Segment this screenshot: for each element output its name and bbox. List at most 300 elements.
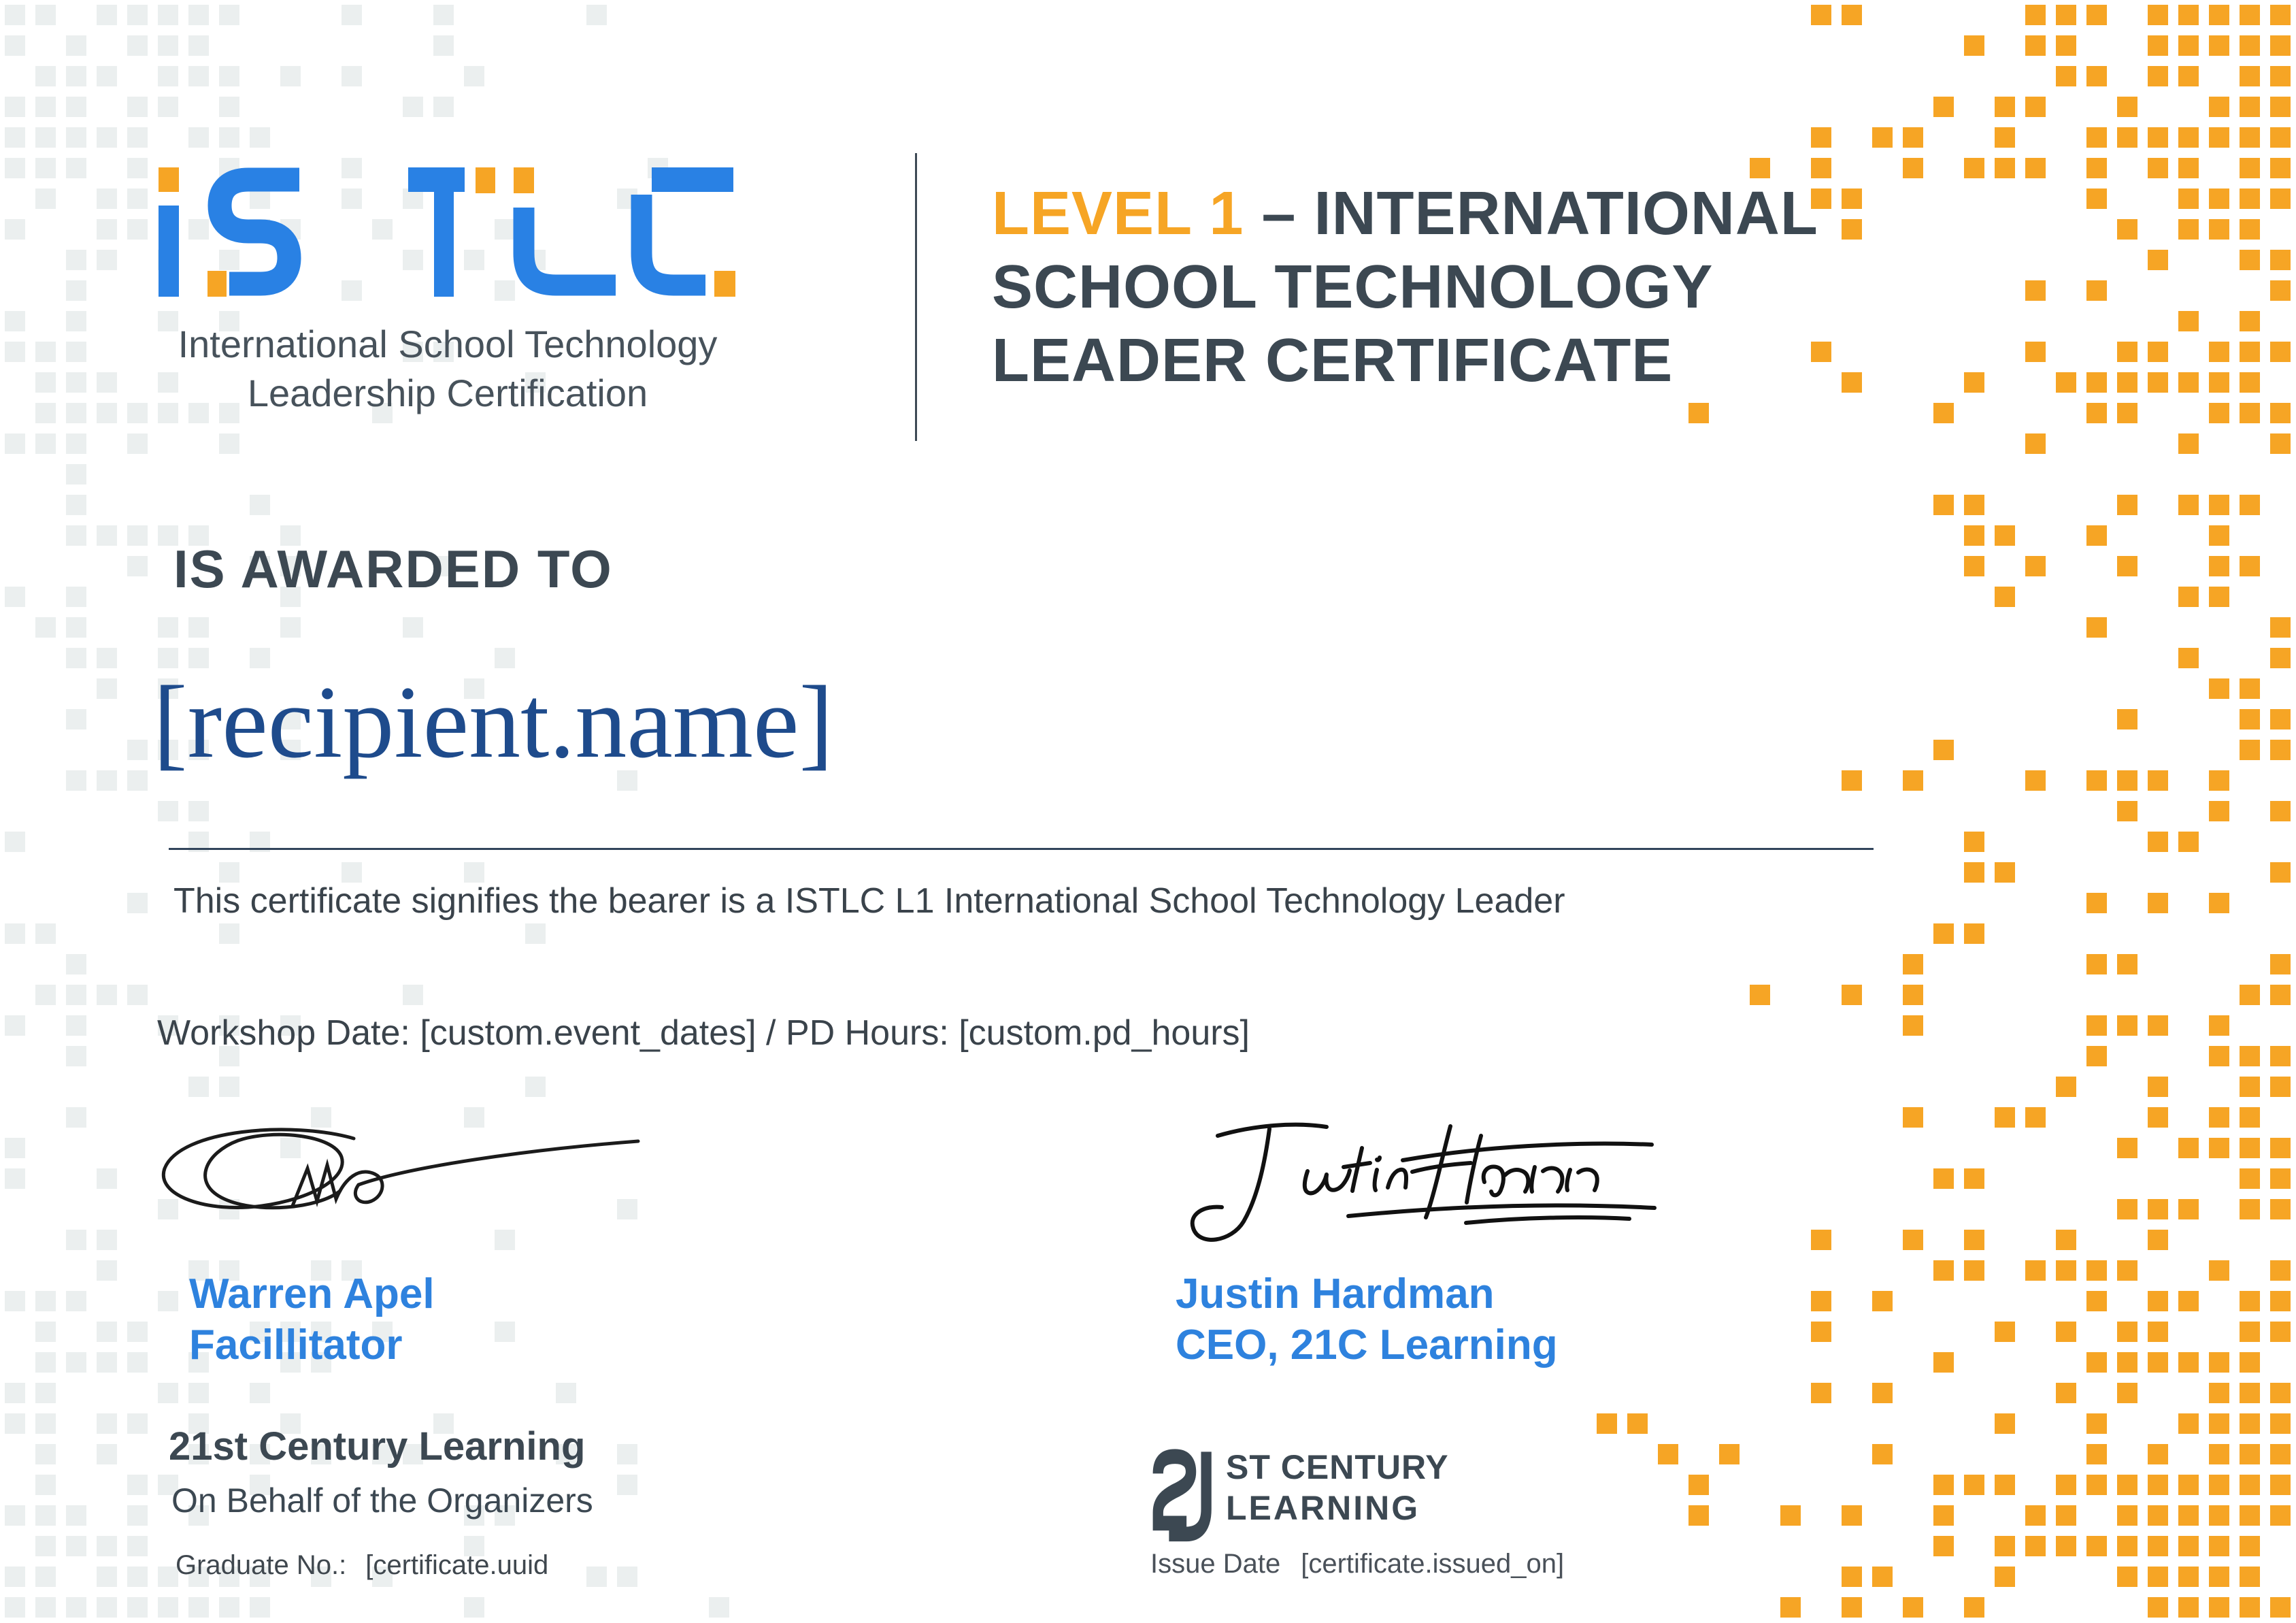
pixel-square	[2240, 342, 2260, 362]
pixel-square	[5, 219, 25, 240]
pixel-square	[2270, 1168, 2291, 1189]
pixel-square	[1688, 403, 1709, 423]
pixel-square	[1933, 1505, 1954, 1526]
pixel-square	[66, 617, 86, 638]
pixel-square	[2086, 1352, 2107, 1373]
pixel-square	[2240, 1046, 2260, 1066]
issue-date-label: Issue Date	[1150, 1549, 1281, 1579]
pixel-square	[66, 709, 86, 729]
pixel-square	[1933, 1260, 1954, 1281]
pixel-square	[2025, 770, 2046, 791]
21c-logo-text	[1226, 1447, 1449, 1528]
pixel-square	[127, 219, 148, 240]
pixel-square	[2148, 832, 2168, 852]
pixel-square	[5, 35, 25, 56]
pixel-square	[66, 66, 86, 86]
pixel-square	[66, 1015, 86, 1036]
pixel-square	[2148, 1322, 2168, 1342]
pixel-square	[2240, 372, 2260, 393]
pixel-square	[2209, 35, 2229, 56]
pixel-square	[2025, 1505, 2046, 1526]
pixel-square	[97, 5, 117, 25]
pixel-square	[2270, 648, 2291, 668]
pixel-square	[2148, 1107, 2168, 1128]
pixel-square	[35, 1475, 56, 1495]
pixel-square	[1933, 923, 1954, 944]
pixel-square	[66, 127, 86, 148]
pixel-square	[5, 1597, 25, 1618]
pixel-square	[2178, 1567, 2199, 1587]
pixel-square	[66, 464, 86, 485]
pixel-square	[2240, 127, 2260, 148]
pixel-square	[2117, 954, 2137, 974]
pixel-square	[2178, 5, 2199, 25]
pixel-square	[5, 433, 25, 454]
pixel-square	[2117, 709, 2137, 729]
pixel-square	[5, 1567, 25, 1587]
pixel-square	[2240, 1444, 2260, 1464]
pixel-square	[1995, 525, 2015, 546]
pixel-square	[2209, 1475, 2229, 1495]
pixel-square	[2240, 1475, 2260, 1495]
pixel-square	[66, 97, 86, 117]
pixel-square	[2086, 1260, 2107, 1281]
pixel-square	[127, 1567, 148, 1587]
pixel-square	[2240, 1107, 2260, 1128]
pixel-square	[709, 1597, 729, 1618]
pixel-square	[35, 1291, 56, 1311]
21c-logo-line1: ST CENTURY	[1226, 1448, 1449, 1486]
pixel-square	[433, 5, 454, 25]
pixel-square	[2240, 5, 2260, 25]
pixel-square	[66, 1107, 86, 1128]
pixel-square	[35, 97, 56, 117]
pixel-square	[127, 127, 148, 148]
pixel-square	[66, 433, 86, 454]
pixel-square	[127, 1413, 148, 1434]
pixel-square	[556, 1383, 576, 1403]
pixel-square	[280, 617, 301, 638]
pixel-square	[1933, 1475, 1954, 1495]
pixel-square	[1964, 862, 1984, 883]
pixel-square	[2086, 1015, 2107, 1036]
pixel-square	[188, 127, 209, 148]
pixel-square	[2240, 709, 2260, 729]
pixel-square	[1811, 1383, 1831, 1403]
pixel-square	[127, 158, 148, 178]
pixel-square	[66, 158, 86, 178]
pixel-square	[2270, 342, 2291, 362]
pixel-square	[5, 1168, 25, 1189]
pixel-square	[2117, 342, 2137, 362]
pixel-square	[1964, 923, 1984, 944]
pixel-square	[2117, 495, 2137, 515]
signatory-right-role: CEO, 21C Learning	[1176, 1322, 1558, 1368]
pixel-square	[2209, 188, 2229, 209]
pixel-square	[127, 556, 148, 576]
pixel-square	[2086, 1046, 2107, 1066]
pixel-square	[1872, 1291, 1893, 1311]
pixel-square	[2178, 311, 2199, 331]
pixel-square	[2117, 556, 2137, 576]
pixel-square	[127, 770, 148, 791]
pixel-square	[2240, 495, 2260, 515]
pixel-square	[188, 1597, 209, 1618]
pixel-square	[2270, 35, 2291, 56]
pixel-square	[1688, 1475, 1709, 1495]
pixel-square	[2178, 35, 2199, 56]
pixel-square	[5, 158, 25, 178]
workshop-details: Workshop Date: [custom.event_dates] / PD Hours: [custom.pd_hours]	[157, 1013, 1250, 1053]
pixel-square	[2209, 1567, 2229, 1587]
pixel-square	[2148, 1567, 2168, 1587]
pixel-square	[2148, 1199, 2168, 1219]
pixel-square	[2148, 1230, 2168, 1250]
pixel-square	[188, 1077, 209, 1097]
pixel-square	[1933, 1536, 1954, 1556]
pixel-square	[2240, 1322, 2260, 1342]
pixel-square	[66, 1352, 86, 1373]
brand-subtitle-line2: Leadership Certification	[247, 372, 648, 414]
pixel-square	[2270, 66, 2291, 86]
pixel-square	[464, 66, 484, 86]
pixel-square	[1811, 127, 1831, 148]
pixel-square	[1964, 525, 1984, 546]
pixel-square	[5, 127, 25, 148]
pixel-square	[1842, 372, 1862, 393]
pixel-square	[1964, 1230, 1984, 1250]
pixel-square	[2270, 280, 2291, 301]
pixel-square	[2178, 1291, 2199, 1311]
pixel-square	[403, 985, 423, 1005]
pixel-square	[2240, 1291, 2260, 1311]
pixel-square	[2178, 188, 2199, 209]
recipient-name: [recipient.name]	[153, 665, 834, 779]
pixel-square	[2209, 219, 2229, 240]
pixel-square	[188, 1383, 209, 1403]
pixel-square	[2117, 219, 2137, 240]
pixel-square	[2178, 495, 2199, 515]
pixel-square	[97, 1536, 117, 1556]
pixel-square	[127, 1597, 148, 1618]
pixel-square	[250, 1383, 270, 1403]
pixel-square	[1964, 1597, 1984, 1618]
pixel-square	[2240, 311, 2260, 331]
pixel-square	[1842, 1567, 1862, 1587]
pixel-square	[2178, 1352, 2199, 1373]
pixel-square	[5, 1383, 25, 1403]
pixel-square	[525, 1077, 546, 1097]
pixel-square	[2209, 1536, 2229, 1556]
pixel-square	[1903, 1015, 1923, 1036]
pixel-square	[35, 127, 56, 148]
pixel-square	[250, 495, 270, 515]
pixel-square	[2117, 1352, 2137, 1373]
pixel-square	[97, 1168, 117, 1189]
pixel-square	[2086, 372, 2107, 393]
pixel-square	[1903, 1107, 1923, 1128]
pixel-square	[66, 587, 86, 607]
pixel-square	[2086, 1444, 2107, 1464]
pixel-square	[2056, 1322, 2076, 1342]
pixel-square	[1933, 97, 1954, 117]
pixel-square	[97, 1413, 117, 1434]
pixel-square	[2240, 1138, 2260, 1158]
pixel-square	[617, 1444, 637, 1464]
pixel-square	[2117, 1475, 2137, 1495]
pixel-square	[2270, 740, 2291, 760]
pixel-square	[2025, 1107, 2046, 1128]
pixel-square	[5, 97, 25, 117]
pixel-square	[66, 1597, 86, 1618]
pixel-square	[2025, 556, 2046, 576]
pixel-square	[250, 127, 270, 148]
pixel-square	[2270, 1413, 2291, 1434]
pixel-square	[1995, 97, 2015, 117]
pixel-square	[2086, 954, 2107, 974]
pixel-square	[158, 801, 178, 821]
pixel-square	[2209, 587, 2229, 607]
pixel-square	[1750, 158, 1770, 178]
pixel-square	[2056, 1536, 2076, 1556]
pixel-square	[2240, 1077, 2260, 1097]
pixel-square	[2056, 1475, 2076, 1495]
pixel-square	[35, 1413, 56, 1434]
pixel-square	[2086, 188, 2107, 209]
pixel-square	[66, 495, 86, 515]
pixel-square	[2056, 1077, 2076, 1097]
pixel-square	[97, 250, 117, 270]
pixel-square	[1750, 985, 1770, 1005]
pixel-square	[2056, 1505, 2076, 1526]
pixel-square	[2178, 648, 2199, 668]
pixel-square	[2025, 433, 2046, 454]
pixel-square	[2056, 372, 2076, 393]
pixel-square	[2117, 1260, 2137, 1281]
pixel-square	[2270, 1046, 2291, 1066]
pixel-square	[1658, 1444, 1678, 1464]
pixel-square	[2240, 158, 2260, 178]
pixel-square	[2056, 1383, 2076, 1403]
pixel-square	[5, 1138, 25, 1158]
pixel-square	[586, 1567, 607, 1587]
pixel-square	[1842, 219, 1862, 240]
pixel-square	[219, 923, 239, 944]
pixel-square	[127, 5, 148, 25]
pixel-square	[1842, 770, 1862, 791]
recipient-underline	[169, 848, 1874, 850]
pixel-square	[2148, 1077, 2168, 1097]
pixel-square	[1688, 1505, 1709, 1526]
pixel-square	[158, 1383, 178, 1403]
21c-learning-logo	[1150, 1444, 1449, 1543]
pixel-square	[219, 1597, 239, 1618]
pixel-square	[2178, 158, 2199, 178]
pixel-square	[188, 801, 209, 821]
issue-date-line	[1150, 1549, 1564, 1579]
pixel-square	[2209, 1138, 2229, 1158]
pixel-square	[2025, 5, 2046, 25]
pixel-square	[2240, 403, 2260, 423]
pixel-square	[1811, 1230, 1831, 1250]
graduate-number-label: Graduate No.:	[176, 1550, 347, 1580]
pixel-square	[219, 862, 239, 883]
pixel-square	[2117, 801, 2137, 821]
pixel-square	[2209, 1383, 2229, 1403]
pixel-square	[188, 35, 209, 56]
pixel-square	[1903, 954, 1923, 974]
pixel-square	[2178, 832, 2199, 852]
pixel-square	[2240, 678, 2260, 699]
pixel-square	[2117, 1383, 2137, 1403]
21c-logo-mark-icon	[1150, 1444, 1215, 1543]
pixel-square	[2117, 372, 2137, 393]
pixel-square	[127, 35, 148, 56]
pixel-square	[5, 311, 25, 331]
pixel-square	[2270, 5, 2291, 25]
pixel-square	[2240, 556, 2260, 576]
pixel-square	[1964, 1168, 1984, 1189]
pixel-square	[2025, 1536, 2046, 1556]
pixel-square	[1995, 1107, 2015, 1128]
pixel-square	[2209, 801, 2229, 821]
pixel-square	[2270, 1505, 2291, 1526]
pixel-square	[2148, 1475, 2168, 1495]
pixel-square	[1903, 127, 1923, 148]
pixel-square	[158, 1597, 178, 1618]
pixel-square	[2178, 1536, 2199, 1556]
pixel-square	[1964, 158, 1984, 178]
pixel-square	[2240, 219, 2260, 240]
pixel-square	[1964, 372, 1984, 393]
pixel-square	[1872, 1383, 1893, 1403]
pixel-square	[2117, 770, 2137, 791]
pixel-square	[2056, 35, 2076, 56]
signatory-right-name: Justin Hardman	[1176, 1270, 1495, 1317]
pixel-square	[35, 1567, 56, 1587]
signatory-left-name: Warren Apel	[189, 1270, 435, 1317]
pixel-square	[2209, 525, 2229, 546]
pixel-square	[2209, 372, 2229, 393]
pixel-square	[66, 250, 86, 270]
ceo-signature-icon	[1136, 1106, 1667, 1252]
pixel-square	[219, 97, 239, 117]
pixel-square	[1933, 495, 1954, 515]
pixel-square	[2117, 97, 2137, 117]
pixel-square	[97, 127, 117, 148]
pixel-square	[2240, 1352, 2260, 1373]
pixel-square	[66, 770, 86, 791]
pixel-square	[1811, 5, 1831, 25]
pixel-square	[403, 97, 423, 117]
title-rest: – INTERNATIONAL SCHOOL TECHNOLOGY LEADER CERTIFICATE	[992, 180, 1818, 395]
pixel-square	[1995, 1475, 2015, 1495]
pixel-square	[2117, 1505, 2137, 1526]
pixel-square	[2178, 1199, 2199, 1219]
pixel-square	[617, 1567, 637, 1587]
pixel-square	[464, 862, 484, 883]
pixel-square	[1811, 1322, 1831, 1342]
pixel-square	[2025, 97, 2046, 117]
pixel-square	[35, 188, 56, 209]
pixel-square	[2209, 342, 2229, 362]
pixel-square	[2240, 35, 2260, 56]
pixel-square	[35, 1383, 56, 1403]
pixel-square	[2178, 1505, 2199, 1526]
pixel-square	[127, 525, 148, 546]
pixel-square	[2148, 342, 2168, 362]
pixel-square	[5, 587, 25, 607]
pixel-square	[2240, 97, 2260, 117]
pixel-square	[127, 188, 148, 209]
pixel-square	[1964, 832, 1984, 852]
pixel-square	[2148, 66, 2168, 86]
pixel-square	[2178, 1413, 2199, 1434]
pixel-square	[2270, 1199, 2291, 1219]
pixel-square	[2148, 770, 2168, 791]
pixel-square	[2240, 250, 2260, 270]
pixel-square	[1842, 1505, 1862, 1526]
pixel-square	[127, 893, 148, 913]
pixel-square	[2086, 1475, 2107, 1495]
pixel-square	[2270, 1260, 2291, 1281]
pixel-square	[2178, 1138, 2199, 1158]
pixel-square	[1903, 158, 1923, 178]
pixel-square	[1933, 403, 1954, 423]
pixel-square	[2148, 1352, 2168, 1373]
pixel-square	[2270, 403, 2291, 423]
pixel-square	[2270, 1322, 2291, 1342]
pixel-square	[1995, 1567, 2015, 1587]
pixel-square	[2086, 158, 2107, 178]
pixel-square	[35, 1505, 56, 1526]
pixel-square	[2209, 127, 2229, 148]
pixel-square	[97, 219, 117, 240]
pixel-square	[2117, 403, 2137, 423]
pixel-square	[2148, 1505, 2168, 1526]
pixel-square	[2270, 709, 2291, 729]
pixel-square	[158, 1291, 178, 1311]
issue-date-value: [certificate.issued_on]	[1301, 1549, 1565, 1579]
pixel-square	[2270, 1597, 2291, 1618]
pixel-square	[2209, 1107, 2229, 1128]
pixel-square	[2178, 219, 2199, 240]
pixel-square	[1872, 1567, 1893, 1587]
pixel-square	[2086, 617, 2107, 638]
pixel-square	[2209, 5, 2229, 25]
pixel-square	[2209, 678, 2229, 699]
pixel-square	[250, 1597, 270, 1618]
pixel-square	[1995, 158, 2015, 178]
pixel-square	[2148, 1444, 2168, 1464]
pixel-square	[464, 1597, 484, 1618]
pixel-square	[5, 5, 25, 25]
pixel-square	[35, 1322, 56, 1342]
pixel-square	[66, 648, 86, 668]
pixel-square	[1995, 1536, 2015, 1556]
pixel-square	[2209, 1015, 2229, 1036]
pixel-square	[2240, 985, 2260, 1005]
pixel-square	[1842, 985, 1862, 1005]
pixel-square	[2240, 1383, 2260, 1403]
pixel-square	[2240, 1168, 2260, 1189]
pixel-square	[97, 648, 117, 668]
pixel-square	[2086, 66, 2107, 86]
pixel-square	[66, 280, 86, 301]
pixel-square	[66, 1230, 86, 1250]
pixel-square	[66, 1291, 86, 1311]
pixel-square	[219, 127, 239, 148]
